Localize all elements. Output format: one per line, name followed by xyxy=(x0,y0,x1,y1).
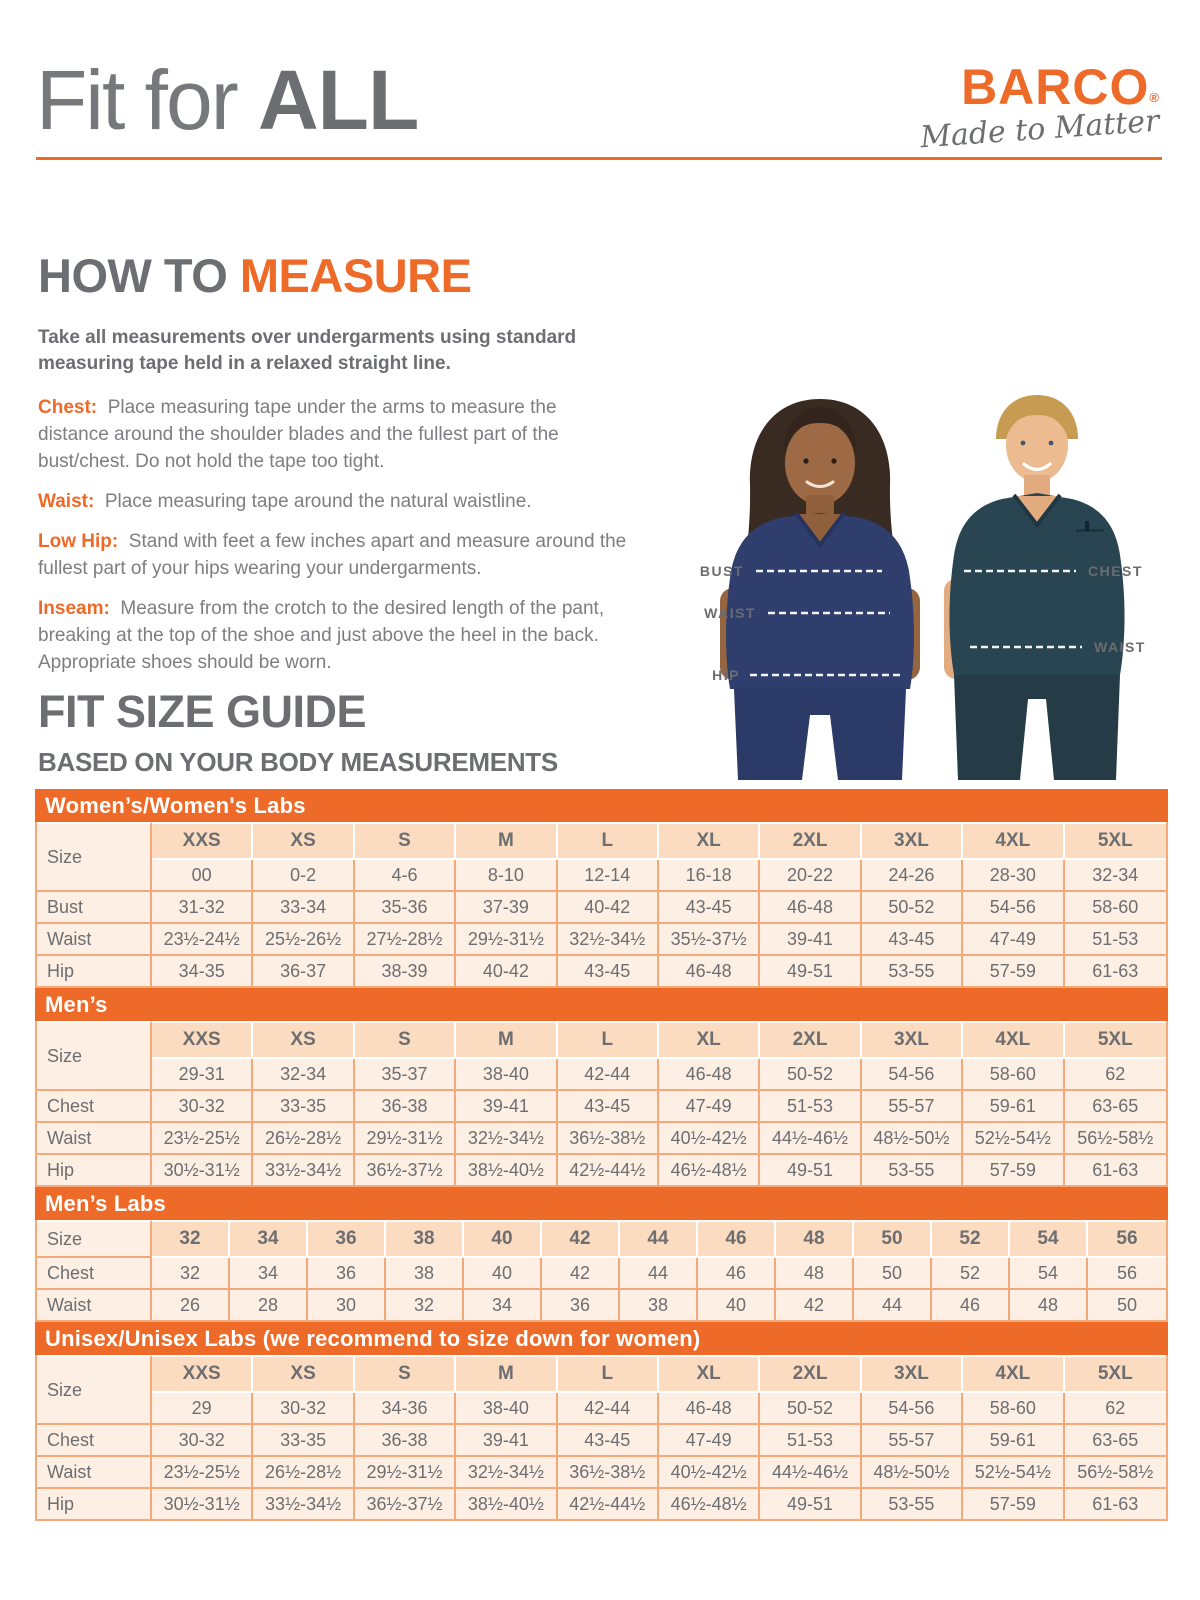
size-header-cell: 2XL xyxy=(760,1021,861,1059)
size-number-cell: 32-34 xyxy=(1065,860,1166,892)
measurement-cell: 48½-50½ xyxy=(862,1123,963,1155)
size-header-cell: M xyxy=(456,1355,557,1393)
measurement-cell: 32 xyxy=(152,1258,230,1290)
size-header-cell: 4XL xyxy=(963,822,1064,860)
measurement-row-label: Bust xyxy=(37,892,152,924)
size-number-cell: 42-44 xyxy=(558,1393,659,1425)
measurement-cell: 42½-44½ xyxy=(558,1155,659,1185)
measurement-cell: 48 xyxy=(776,1258,854,1290)
measurement-cell: 39-41 xyxy=(456,1425,557,1457)
size-header-cell: XL xyxy=(659,1355,760,1393)
measurement-cell: 49-51 xyxy=(760,1155,861,1185)
measurement-cell: 47-49 xyxy=(963,924,1064,956)
measurement-cell: 34 xyxy=(230,1258,308,1290)
measurement-cell: 29½-31½ xyxy=(355,1123,456,1155)
size-header-cell: 54 xyxy=(1010,1220,1088,1258)
measurement-cell: 46-48 xyxy=(760,892,861,924)
measurement-cell: 48½-50½ xyxy=(862,1457,963,1489)
size-number-cell: 8-10 xyxy=(456,860,557,892)
measurement-cell: 51-53 xyxy=(760,1091,861,1123)
chest-pocket xyxy=(1076,529,1104,532)
measure-step-chest xyxy=(38,394,630,475)
size-header-cell: M xyxy=(456,822,557,860)
size-header-cell: S xyxy=(355,1021,456,1059)
measurement-cell: 26½-28½ xyxy=(253,1457,354,1489)
measurement-cell: 43-45 xyxy=(558,956,659,986)
size-header-cell: 40 xyxy=(464,1220,542,1258)
size-number-cell: 12-14 xyxy=(558,860,659,892)
size-header-cell: XXS xyxy=(152,1021,253,1059)
measurement-cell: 51-53 xyxy=(760,1425,861,1457)
size-header-cell: 3XL xyxy=(862,1355,963,1393)
size-header-cell: XL xyxy=(659,1021,760,1059)
measure-step-waist xyxy=(38,488,630,515)
measurement-row-label: Hip xyxy=(37,956,152,986)
measurement-cell: 35-36 xyxy=(355,892,456,924)
measurement-cell: 36 xyxy=(308,1258,386,1290)
step-label: Inseam: xyxy=(38,598,110,619)
size-number-cell: 35-37 xyxy=(355,1059,456,1091)
size-header-cell: XXS xyxy=(152,1355,253,1393)
measurement-cell: 38 xyxy=(386,1258,464,1290)
measurement-cell: 34-35 xyxy=(152,956,253,986)
size-tables xyxy=(35,789,1168,1521)
measurement-cell: 46½-48½ xyxy=(659,1489,760,1519)
measurement-cell: 52 xyxy=(932,1258,1010,1290)
measurement-cell: 33-34 xyxy=(253,892,354,924)
size-number-cell: 58-60 xyxy=(963,1059,1064,1091)
measurement-cell: 38½-40½ xyxy=(456,1155,557,1185)
measurement-cell: 50-52 xyxy=(862,892,963,924)
size-header-cell: 5XL xyxy=(1065,1355,1166,1393)
measurement-cell: 59-61 xyxy=(963,1091,1064,1123)
size-number-cell: 38-40 xyxy=(456,1059,557,1091)
measurement-cell: 40 xyxy=(464,1258,542,1290)
size-header-cell: 52 xyxy=(932,1220,1010,1258)
size-table-womens xyxy=(35,789,1168,988)
measurement-cell: 53-55 xyxy=(862,1155,963,1185)
measurement-cell: 50 xyxy=(1088,1290,1166,1320)
size-number-cell: 28-30 xyxy=(963,860,1064,892)
size-number-cell: 32-34 xyxy=(253,1059,354,1091)
measurement-row-label: Chest xyxy=(37,1091,152,1123)
table-row xyxy=(37,1091,1166,1123)
measurement-cell: 57-59 xyxy=(963,956,1064,986)
size-header-cell: 2XL xyxy=(760,1355,861,1393)
step-label: Chest: xyxy=(38,397,98,418)
measurement-cell: 42 xyxy=(542,1258,620,1290)
measurement-cell: 53-55 xyxy=(862,1489,963,1519)
header-divider xyxy=(36,157,1162,160)
measurement-cell: 32½-34½ xyxy=(456,1457,557,1489)
measurement-cell: 29½-31½ xyxy=(355,1457,456,1489)
measurement-cell: 38 xyxy=(620,1290,698,1320)
measurement-cell: 59-61 xyxy=(963,1425,1064,1457)
measurement-cell: 32½-34½ xyxy=(456,1123,557,1155)
size-row-label: Size xyxy=(37,1021,152,1091)
measurement-cell: 57-59 xyxy=(963,1155,1064,1185)
measurement-cell: 49-51 xyxy=(760,1489,861,1519)
measurement-cell: 31-32 xyxy=(152,892,253,924)
table-row xyxy=(37,1425,1166,1457)
measurement-cell: 27½-28½ xyxy=(355,924,456,956)
size-header-cell: 4XL xyxy=(963,1355,1064,1393)
size-header-cell: 4XL xyxy=(963,1021,1064,1059)
step-label: Low Hip: xyxy=(38,531,119,552)
step-text: Place measuring tape around the natural waistline. xyxy=(104,491,532,512)
measurement-cell: 55-57 xyxy=(862,1425,963,1457)
measurement-cell: 30-32 xyxy=(152,1425,253,1457)
size-number-cell: 20-22 xyxy=(760,860,861,892)
table-row xyxy=(37,1258,1166,1290)
size-table-mens xyxy=(35,988,1168,1187)
how-to-measure-section xyxy=(38,248,630,689)
size-number-cell: 29 xyxy=(152,1393,253,1425)
measurement-cell: 49-51 xyxy=(760,956,861,986)
measurement-cell: 40 xyxy=(698,1290,776,1320)
measurement-cell: 52½-54½ xyxy=(963,1457,1064,1489)
size-number-cell: 42-44 xyxy=(558,1059,659,1091)
table-row xyxy=(37,1155,1166,1185)
step-text: Measure from the crotch to the desired length of the pant, breaking at the top of the shoe and just above the heel in the back. Appropriate shoes should be worn. xyxy=(38,598,605,673)
measurement-cell: 43-45 xyxy=(862,924,963,956)
registered-mark: ® xyxy=(1149,90,1160,105)
size-number-cell: 16-18 xyxy=(659,860,760,892)
size-number-cell: 46-48 xyxy=(659,1393,760,1425)
size-header-cell: S xyxy=(355,822,456,860)
size-number-cell: 0-2 xyxy=(253,860,354,892)
size-row-label: Size xyxy=(37,822,152,892)
size-number-cell: 46-48 xyxy=(659,1059,760,1091)
measurement-row-label: Waist xyxy=(37,1290,152,1320)
measurement-cell: 55-57 xyxy=(862,1091,963,1123)
size-header-cell: XXS xyxy=(152,822,253,860)
measurement-cell: 40½-42½ xyxy=(659,1457,760,1489)
measurement-cell: 47-49 xyxy=(659,1091,760,1123)
table-section-title: Women’s/Women's Labs xyxy=(35,789,1168,822)
measurement-cell: 26 xyxy=(152,1290,230,1320)
size-header-cell: 56 xyxy=(1088,1220,1166,1258)
size-number-cell: 38-40 xyxy=(456,1393,557,1425)
measurement-cell: 30-32 xyxy=(152,1091,253,1123)
measurement-cell: 30½-31½ xyxy=(152,1155,253,1185)
size-header-cell: 3XL xyxy=(862,822,963,860)
table-row xyxy=(37,956,1166,986)
fit-size-guide-subheading: BASED ON YOUR BODY MEASUREMENTS xyxy=(38,747,558,777)
measurement-cell: 44½-46½ xyxy=(760,1457,861,1489)
size-header-cell: 46 xyxy=(698,1220,776,1258)
measurement-cell: 56 xyxy=(1088,1258,1166,1290)
measurement-row-label: Chest xyxy=(37,1258,152,1290)
measurement-cell: 54 xyxy=(1010,1258,1088,1290)
table-row xyxy=(37,924,1166,956)
measurement-cell: 47-49 xyxy=(659,1425,760,1457)
measurement-cell: 38-39 xyxy=(355,956,456,986)
measurement-cell: 36½-38½ xyxy=(558,1457,659,1489)
measurement-cell: 56½-58½ xyxy=(1065,1457,1166,1489)
measurement-cell: 33½-34½ xyxy=(253,1489,354,1519)
barco-logo xyxy=(919,59,1161,156)
measurement-cell: 23½-25½ xyxy=(152,1123,253,1155)
size-number-cell: 62 xyxy=(1065,1059,1166,1091)
size-header-cell: 32 xyxy=(152,1220,230,1258)
measure-step-low-hip xyxy=(38,528,630,582)
size-number-cell: 50-52 xyxy=(760,1059,861,1091)
measurement-cell: 32½-34½ xyxy=(558,924,659,956)
size-header-cell: 42 xyxy=(542,1220,620,1258)
step-text: Stand with feet a few inches apart and measure around the fullest part of your hips wearing your undergarments. xyxy=(38,531,627,579)
step-text: Place measuring tape under the arms to measure the distance around the shoulder blades and the fullest part of the bust/chest. Do not hold the tape too tight. xyxy=(38,397,559,472)
measurement-cell: 44½-46½ xyxy=(760,1123,861,1155)
size-header-cell: L xyxy=(558,822,659,860)
size-number-cell: 54-56 xyxy=(862,1059,963,1091)
measurement-cell: 58-60 xyxy=(1065,892,1166,924)
fit-size-guide-heading: FIT SIZE GUIDE xyxy=(38,686,367,737)
measurement-cell: 44 xyxy=(620,1258,698,1290)
size-number-cell: 62 xyxy=(1065,1393,1166,1425)
measurement-cell: 56½-58½ xyxy=(1065,1123,1166,1155)
fit-size-guide-section xyxy=(35,686,1168,1521)
measurement-cell: 40½-42½ xyxy=(659,1123,760,1155)
measurement-cell: 43-45 xyxy=(558,1091,659,1123)
size-number-cell: 24-26 xyxy=(862,860,963,892)
bust-label: BUST xyxy=(699,563,744,579)
size-header-cell: XS xyxy=(253,822,354,860)
table-row xyxy=(37,1457,1166,1489)
measurement-cell: 36-37 xyxy=(253,956,354,986)
size-header-cell: 50 xyxy=(854,1220,932,1258)
measurement-cell: 63-65 xyxy=(1065,1425,1166,1457)
brand-tagline: Made to Matter xyxy=(919,103,1161,156)
measurement-cell: 30 xyxy=(308,1290,386,1320)
measure-intro: Take all measurements over undergarments using standard measuring tape held in a relaxed straight line. xyxy=(38,327,577,374)
measurement-cell: 23½-24½ xyxy=(152,924,253,956)
brand-wordmark xyxy=(920,59,1160,115)
measurement-cell: 54-56 xyxy=(963,892,1064,924)
measurement-cell: 32 xyxy=(386,1290,464,1320)
measurement-cell: 26½-28½ xyxy=(253,1123,354,1155)
measurement-cell: 28 xyxy=(230,1290,308,1320)
measurement-cell: 57-59 xyxy=(963,1489,1064,1519)
size-number-cell: 00 xyxy=(152,860,253,892)
heading-orange-part: MEASURE xyxy=(239,249,472,302)
measurement-cell: 36 xyxy=(542,1290,620,1320)
measurement-cell: 42½-44½ xyxy=(558,1489,659,1519)
measurement-cell: 61-63 xyxy=(1065,1489,1166,1519)
size-header-cell: 5XL xyxy=(1065,1021,1166,1059)
measurement-cell: 46 xyxy=(932,1290,1010,1320)
measurement-row-label: Waist xyxy=(37,1123,152,1155)
table-section-title: Men’s Labs xyxy=(35,1187,1168,1220)
size-header-cell: L xyxy=(558,1355,659,1393)
measurement-cell: 50 xyxy=(854,1258,932,1290)
table-row xyxy=(37,1123,1166,1155)
measurement-cell: 23½-25½ xyxy=(152,1457,253,1489)
measurement-row-label: Hip xyxy=(37,1489,152,1519)
measurement-row-label: Chest xyxy=(37,1425,152,1457)
measurement-cell: 61-63 xyxy=(1065,956,1166,986)
size-row-label: Size xyxy=(37,1220,152,1258)
size-header-cell: S xyxy=(355,1355,456,1393)
size-header-cell: 3XL xyxy=(862,1021,963,1059)
measurement-row-label: Waist xyxy=(37,924,152,956)
measurement-cell: 46½-48½ xyxy=(659,1155,760,1185)
measurement-cell: 37-39 xyxy=(456,892,557,924)
measurement-cell: 35½-37½ xyxy=(659,924,760,956)
measurement-cell: 43-45 xyxy=(558,1425,659,1457)
measurement-cell: 36½-38½ xyxy=(558,1123,659,1155)
male-waist-label: WAIST xyxy=(1094,639,1146,655)
measure-step-inseam xyxy=(38,595,630,676)
size-header-cell: 36 xyxy=(308,1220,386,1258)
measurement-cell: 33-35 xyxy=(253,1425,354,1457)
size-header-cell: M xyxy=(456,1021,557,1059)
size-header-cell: 44 xyxy=(620,1220,698,1258)
measurement-cell: 46 xyxy=(698,1258,776,1290)
measurement-cell: 34 xyxy=(464,1290,542,1320)
size-number-cell: 34-36 xyxy=(355,1393,456,1425)
size-table-mens-labs xyxy=(35,1187,1168,1322)
how-to-measure-heading xyxy=(38,248,630,303)
table-section-title: Men’s xyxy=(35,988,1168,1021)
page-title-bold: ALL xyxy=(258,53,419,147)
size-header-cell: L xyxy=(558,1021,659,1059)
size-header-cell: 5XL xyxy=(1065,822,1166,860)
measurement-cell: 51-53 xyxy=(1065,924,1166,956)
measurement-row-label: Waist xyxy=(37,1457,152,1489)
measurement-cell: 25½-26½ xyxy=(253,924,354,956)
measurement-cell: 40-42 xyxy=(558,892,659,924)
size-number-cell: 30-32 xyxy=(253,1393,354,1425)
size-number-cell: 58-60 xyxy=(963,1393,1064,1425)
size-header-cell: 2XL xyxy=(760,822,861,860)
brand-name: BARCO xyxy=(961,59,1150,115)
measurement-cell: 39-41 xyxy=(456,1091,557,1123)
measurement-row-label: Hip xyxy=(37,1155,152,1185)
size-header-cell: XS xyxy=(253,1355,354,1393)
measurement-cell: 38½-40½ xyxy=(456,1489,557,1519)
female-waist-label: WAIST xyxy=(704,605,756,621)
size-header-cell: 34 xyxy=(230,1220,308,1258)
measurement-cell: 53-55 xyxy=(862,956,963,986)
measurement-cell: 36-38 xyxy=(355,1425,456,1457)
size-number-cell: 4-6 xyxy=(355,860,456,892)
measurement-cell: 40-42 xyxy=(456,956,557,986)
measurement-cell: 52½-54½ xyxy=(963,1123,1064,1155)
measurement-cell: 33-35 xyxy=(253,1091,354,1123)
step-label: Waist: xyxy=(38,491,95,512)
measurement-cell: 61-63 xyxy=(1065,1155,1166,1185)
measurement-cell: 63-65 xyxy=(1065,1091,1166,1123)
measurement-cell: 36½-37½ xyxy=(355,1489,456,1519)
table-row xyxy=(37,1290,1166,1320)
size-header-cell: XL xyxy=(659,822,760,860)
measurement-cell: 48 xyxy=(1010,1290,1088,1320)
measurement-cell: 33½-34½ xyxy=(253,1155,354,1185)
measurement-cell: 42 xyxy=(776,1290,854,1320)
size-number-cell: 54-56 xyxy=(862,1393,963,1425)
measurement-cell: 36½-37½ xyxy=(355,1155,456,1185)
size-header-cell: XS xyxy=(253,1021,354,1059)
size-number-cell: 29-31 xyxy=(152,1059,253,1091)
table-section-title: Unisex/Unisex Labs (we recommend to size down for women) xyxy=(35,1322,1168,1355)
size-header-cell: 48 xyxy=(776,1220,854,1258)
size-table-unisex xyxy=(35,1322,1168,1521)
table-row xyxy=(37,1489,1166,1519)
size-row-label: Size xyxy=(37,1355,152,1425)
heading-gray-part: HOW TO xyxy=(38,249,240,302)
measurement-cell: 30½-31½ xyxy=(152,1489,253,1519)
measurement-cell: 46-48 xyxy=(659,956,760,986)
page-title-regular: Fit for xyxy=(36,53,259,147)
measurement-cell: 43-45 xyxy=(659,892,760,924)
measurement-cell: 44 xyxy=(854,1290,932,1320)
size-number-cell: 50-52 xyxy=(760,1393,861,1425)
page-title xyxy=(36,52,418,149)
hip-label: HIP xyxy=(712,667,740,683)
size-header-cell: 38 xyxy=(386,1220,464,1258)
measurement-cell: 29½-31½ xyxy=(456,924,557,956)
measurement-cell: 36-38 xyxy=(355,1091,456,1123)
measurement-cell: 39-41 xyxy=(760,924,861,956)
table-row xyxy=(37,892,1166,924)
chest-label: CHEST xyxy=(1088,563,1143,579)
